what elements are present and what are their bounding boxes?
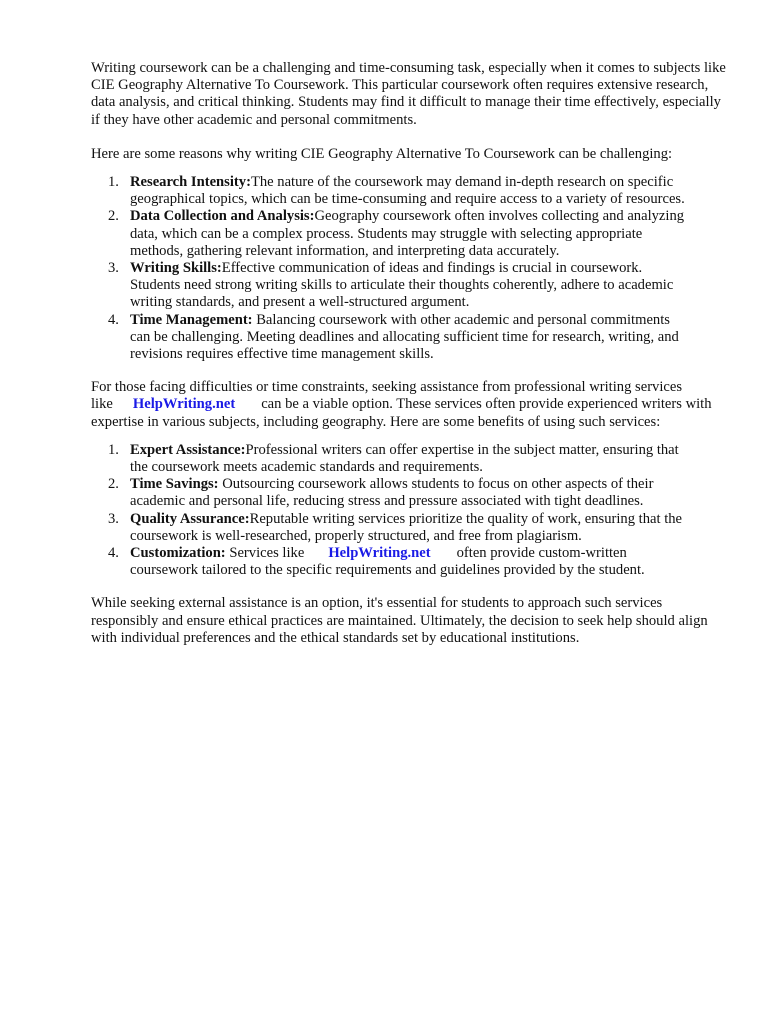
list-text: Reputable writing services prioritize the quality of work, ensuring that the coursework is well-researched, properly structured, and free from plagiarism. [130,510,683,544]
helpwriting-link-2[interactable]: HelpWriting.net [328,545,431,562]
list-term: Customization: [130,545,226,562]
list-number: 2. [108,476,119,493]
list-number: 1. [108,441,119,458]
list-number: 4. [108,545,119,562]
intro-paragraph: Writing coursework can be a challenging and time-consuming task, especially when it comes to subjects like CIE Geography Alternative To Coursework. This particular coursework often requires extensive research, data analysis, and critical thinking. Students may find it difficult to manage their time effectively, especially if they have other academic and personal commitments. [91,60,726,128]
list-item [91,174,691,208]
list-term: Data Collection and Analysis: [130,208,315,225]
helpwriting-link[interactable]: HelpWriting.net [132,396,236,413]
challenges-lead-paragraph: Here are some reasons why writing CIE Geography Alternative To Coursework can be challenging: [91,145,673,162]
customization-text-after: often provide custom-written coursework tailored to the specific requirements and guidelines provided by the student. [130,545,645,579]
list-text: The nature of the coursework may demand in-depth research on specific geographical topics, which can be time-consuming and require access to a variety of resources. [130,174,685,208]
list-term: Quality Assurance: [130,510,250,527]
services-text-after: can be a viable option. These services often provide experienced writers with expertise in various subjects, including geography. Here are some benefits of using such services: [91,396,712,430]
list-number: 4. [108,311,119,328]
list-term: Writing Skills: [130,260,222,277]
list-item [91,511,691,545]
list-term: Research Intensity: [130,174,251,191]
list-term: Time Savings: [130,476,219,493]
list-text: Professional writers can offer expertise in the subject matter, ensuring that the coursework meets academic standards and requirements. [130,441,679,476]
list-number: 3. [108,510,119,527]
list-item [91,260,691,312]
benefits-list [91,442,691,580]
list-text: Balancing coursework with other academic and personal commitments can be challenging. Meeting deadlines and allocating sufficient time for research, writing, and revisions requires effective time management skills. [130,311,679,363]
list-number: 2. [108,208,119,225]
list-text: Geography coursework often involves collecting and analyzing data, which can be a complex process. Students may struggle with selecting appropriate methods, gathering relevant information, and interpreting data accurately. [130,208,685,259]
list-text: Effective communication of ideas and findings is crucial in coursework. Students need strong writing skills to articulate their thoughts coherently, adhere to academic writing standards, and present a well-structured argument. [130,260,674,311]
list-item [91,312,691,364]
list-number: 1. [108,174,119,191]
list-term: Expert Assistance: [130,441,246,458]
list-item [91,442,691,476]
list-term: Time Management: [130,311,253,328]
closing-paragraph: While seeking external assistance is an option, it's essential for students to approach such services responsibly and ensure ethical practices are maintained. Ultimately, the decision to seek help should align with individual preferences and the ethical standards set by educational institutions. [91,595,708,646]
services-paragraph [91,379,727,431]
list-item [91,476,691,510]
customization-text-before: Services like [229,545,305,562]
challenges-list [91,174,691,363]
list-item [91,545,691,579]
list-text: Outsourcing coursework allows students to focus on other aspects of their academic and personal life, reducing stress and pressure associated with tight deadlines. [130,476,654,510]
list-item [91,208,691,260]
list-number: 3. [108,260,119,277]
services-text-before: For those facing difficulties or time constraints, seeking assistance from professional writing services like [91,379,683,413]
